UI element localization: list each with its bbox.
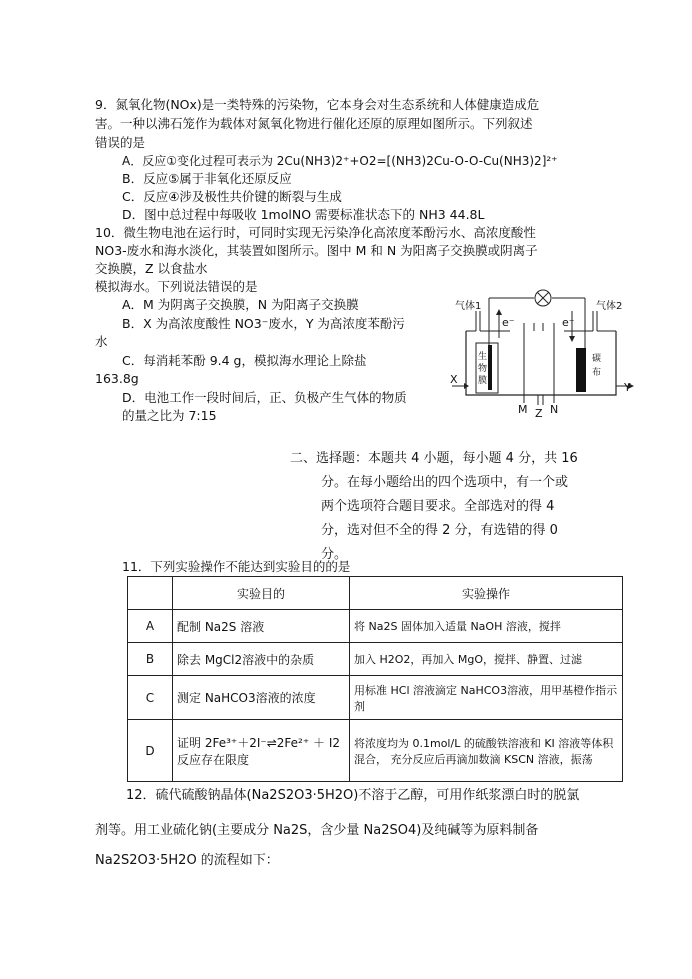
row-label: B: [128, 643, 173, 676]
m-label: M: [518, 403, 528, 416]
q9-option-b: B．反应⑤属于非氧化还原反应: [122, 171, 292, 186]
carbon-electrode-char2: 布: [592, 368, 602, 378]
row-purpose: 测定 NaHCO3溶液的浓度: [173, 676, 350, 720]
q9-stem-line2: 害。一种以沸石笼作为载体对氮氧化物进行催化还原的原理如图所示。下列叙述: [95, 116, 533, 131]
cell-diagram: [448, 283, 638, 418]
carbon-electrode-char1: 碳: [592, 354, 602, 364]
electron-right-label: e⁻: [562, 316, 575, 329]
q12-line3: Na2S2O3·5H2O 的流程如下：: [95, 853, 279, 868]
q9-option-c: C．反应④涉及极性共价键的断裂与生成: [122, 189, 342, 204]
q10-option-c-line1: C．每消耗苯酚 9.4 g，模拟海水理论上除盐: [122, 353, 367, 368]
q10-stem-line2: NO3-废水和海水淡化，其装置如图所示。图中 M 和 N 为阳离子交换膜或阴离子: [95, 243, 538, 258]
table-header-row: [128, 577, 623, 610]
table-header-blank: [128, 577, 173, 610]
bio-electrode-char2: 物: [478, 364, 488, 374]
table-row: [128, 643, 623, 676]
gas1-label: 气体1: [455, 301, 482, 312]
q10-stem-line1: 10．微生物电池在运行时，可同时实现无污染净化高浓度苯酚污水、高浓度酸性: [95, 225, 536, 240]
row-operation: 将浓度均为 0.1mol/L 的硫酸铁溶液和 KI 溶液等体积混合， 充分反应后再滴加数滴 KSCN 溶液，振荡: [350, 720, 623, 782]
section-two-line2: 分。在每小题给出的四个选项中，有一个或: [321, 475, 569, 490]
z-label: Z: [535, 407, 543, 418]
section-two-line1: 二、选择题：本题共 4 小题，每小题 4 分，共 16: [290, 451, 578, 466]
section-two-line5: 分。: [321, 547, 348, 562]
q11-title: 11．下列实验操作不能达到实验目的的是: [122, 559, 351, 574]
bio-electrode-char1: 生: [478, 352, 488, 362]
table-header-operation: 实验操作: [350, 577, 623, 610]
section-two-line3: 两个选项符合题目要求。全部选对的得 4: [321, 499, 555, 514]
q10-option-d-line1: D．电池工作一段时间后，正、负极产生气体的物质: [122, 390, 407, 405]
row-operation: 用标准 HCl 溶液滴定 NaHCO3溶液，用甲基橙作指示剂: [350, 676, 623, 720]
table-row: [128, 720, 623, 782]
row-label: D: [128, 720, 173, 782]
electron-left-label: e⁻: [502, 316, 515, 329]
q9-option-d: D．图中总过程中每吸收 1molNO 需要标准状态下的 NH3 44.8L: [122, 207, 485, 222]
table-header-purpose: 实验目的: [173, 577, 350, 610]
q10-option-c-line2: 163.8g: [95, 371, 139, 386]
q9-option-a: A．反应①变化过程可表示为 2Cu(NH3)2⁺+O2=[(NH3)2Cu-O-O-Cu(NH3)2]²⁺: [122, 154, 558, 168]
table-row: [128, 610, 623, 643]
section-two-line4: 分，选对但不全的得 2 分，有选错的得 0: [321, 523, 558, 538]
q10-option-b-line1: B．X 为高浓度酸性 NO3⁻废水，Y 为高浓度苯酚污: [122, 316, 405, 331]
q10-option-a: A．M 为阴离子交换膜，N 为阳离子交换膜: [122, 297, 359, 312]
y-label: Y: [624, 381, 631, 394]
row-operation: 将 Na2S 固体加入适量 NaOH 溶液，搅拌: [350, 610, 623, 643]
n-label: N: [550, 403, 559, 416]
row-purpose: 除去 MgCl2溶液中的杂质: [173, 643, 350, 676]
q9-stem-line3: 错误的是: [95, 135, 146, 150]
row-purpose: 证明 2Fe³⁺＋2I⁻⇌2Fe²⁺ ＋ I2反应存在限度: [173, 720, 350, 782]
table-row: [128, 676, 623, 720]
q10-stem-line3: 交换膜，Z 以食盐水: [95, 261, 208, 276]
bio-electrode-char3: 膜: [478, 376, 488, 386]
q11-table: [127, 576, 623, 782]
q12-line1: 12．硫代硫酸钠晶体(Na2S2O3·5H2O)不溶于乙醇，可用作纸浆漂白时的脱氯: [126, 788, 580, 803]
q10-stem-line4: 模拟海水。下列说法错误的是: [95, 279, 258, 294]
q10-option-b-line2: 水: [95, 334, 108, 349]
row-label: C: [128, 676, 173, 720]
x-label: X: [450, 373, 458, 386]
row-operation: 加入 H2O2，再加入 MgO，搅拌、静置、过滤: [350, 643, 623, 676]
row-label: A: [128, 610, 173, 643]
gas2-label: 气体2: [596, 301, 623, 312]
q9-stem-line1: 9．氮氧化物(NOx)是一类特殊的污染物，它本身会对生态系统和人体健康造成危: [95, 97, 540, 112]
section-two-instructions: [290, 447, 610, 567]
q10-option-d-line2: 的量之比为 7:15: [122, 408, 217, 423]
q12-line2: 剂等。用工业硫化钠(主要成分 Na2S，含少量 Na2SO4)及纯碱等为原料制备: [95, 823, 539, 838]
row-purpose: 配制 Na2S 溶液: [173, 610, 350, 643]
